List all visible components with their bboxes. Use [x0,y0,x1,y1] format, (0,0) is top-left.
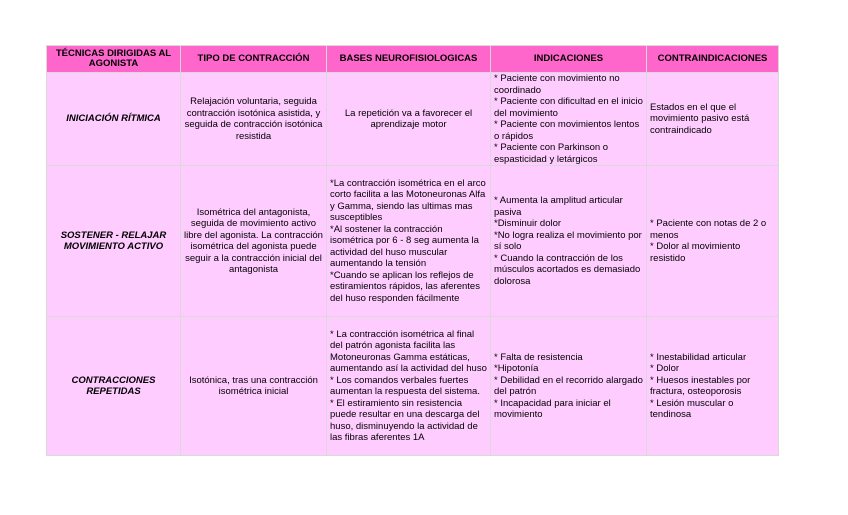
table-row [47,73,779,166]
tipo-cell: Relajación voluntaria, seguida contracción isotónica asistida, y seguida de contracción isotónica resistida [181,73,327,166]
tipo-cell: Isométrica del antagonista, seguida de movimiento activo libre del agonista. La contracción isométrica del agonista puede seguir a la contracción inicial del antagonista [181,166,327,317]
header-bases: BASES NEUROFISIOLOGICAS [327,46,491,73]
contraindicacion-line: * Dolor al movimiento resistido [650,241,741,264]
indicaciones-cell [491,317,647,456]
header-row [47,46,779,73]
header-tipo: TIPO DE CONTRACCIÓN [181,46,327,73]
indicacion-line: * Debilidad en el recorrido alargado del patrón [494,374,643,397]
indicacion-line: * Paciente con Parkinson o espasticidad y letárgicos [494,142,609,165]
contraindicacion-line: * Inestabilidad articular [650,351,747,363]
indicacion-line: *Hipotonía [494,363,539,374]
contraindicacion-line: * Dolor [650,363,680,374]
tecnica-cell: INICIACIÓN RÍTMICA [47,73,181,166]
contraindicacion-line: * Huesos inestables por fractura, osteoporosis [650,374,751,397]
contraindicacion-line: * Lesión muscular o tendinosa [650,397,734,420]
bases-line: *La contracción isométrica en el arco corto facilita a las Motoneuronas Alfa y Gamma, siendo las ultimas mas susceptibles [330,177,486,224]
header-indicaciones: INDICACIONES [491,46,647,73]
contraindicaciones-cell [647,317,779,456]
contraindicacion-line: Estados en el que el movimiento pasivo está contraindicado [650,101,750,136]
indicacion-line: * Aumenta la amplitud articular pasiva [494,195,623,218]
indicacion-line: * Cuando la contracción de los músculos acortados es demasiado dolorosa [494,252,641,287]
indicacion-line: * Falta de resistencia [494,351,583,363]
bases-cell [327,166,491,317]
indicacion-line: * Incapacidad para iniciar el movimiento [494,397,611,420]
indicacion-line: * Paciente con movimientos lentos o rápidos [494,119,640,142]
bases-line: *Cuando se aplican los reflejos de estiramientos rápidos, las aferentes del huso responden fácilmente [330,269,480,304]
indicaciones-cell [491,166,647,317]
tecnica-cell: CONTRACCIONES REPETIDAS [47,317,181,456]
techniques-table [46,45,779,456]
bases-line: * Los comandos verbales fuertes aumentan la respuesta del sistema. [330,374,480,397]
contraindicaciones-cell [647,73,779,166]
header-contraindicaciones: CONTRAINDICACIONES [647,46,779,73]
indicacion-line: *No logra realiza el movimiento por sí solo [494,229,642,252]
tecnica-cell: SOSTENER - RELAJAR MOVIMIENTO ACTIVO [47,166,181,317]
indicacion-line: * Paciente con movimiento no coordinado [494,73,620,96]
header-tecnicas: TÉCNICAS DIRIGIDAS AL AGONISTA [47,46,181,73]
tipo-cell: Isotónica, tras una contracción isométrica inicial [181,317,327,456]
contraindicaciones-cell [647,166,779,317]
bases-cell [327,73,491,166]
contraindicacion-line: * Paciente con notas de 2 o menos [650,218,767,241]
bases-line: * El estiramiento sin resistencia puede resultar en una descarga del huso, disminuyendo la actividad de las fibras aferentes 1A [330,397,480,443]
indicacion-line: * Paciente con dificultad en el inicio del movimiento [494,96,643,119]
bases-cell [327,317,491,456]
table-row [47,166,779,317]
table-row [47,317,779,456]
bases-line: La repetición va a favorecer el aprendizaje motor [344,107,473,130]
indicacion-line: *Disminuir dolor [494,218,562,229]
bases-line: *Al sostener la contracción isométrica por 6 - 8 seg aumenta la actividad del huso muscular aumentando la tensión [330,223,479,270]
bases-line: * La contracción isométrica al final del patrón agonista facilita las Motoneuronas Gamma estáticas, aumentando así la actividad del huso [330,328,487,374]
indicaciones-cell [491,73,647,166]
